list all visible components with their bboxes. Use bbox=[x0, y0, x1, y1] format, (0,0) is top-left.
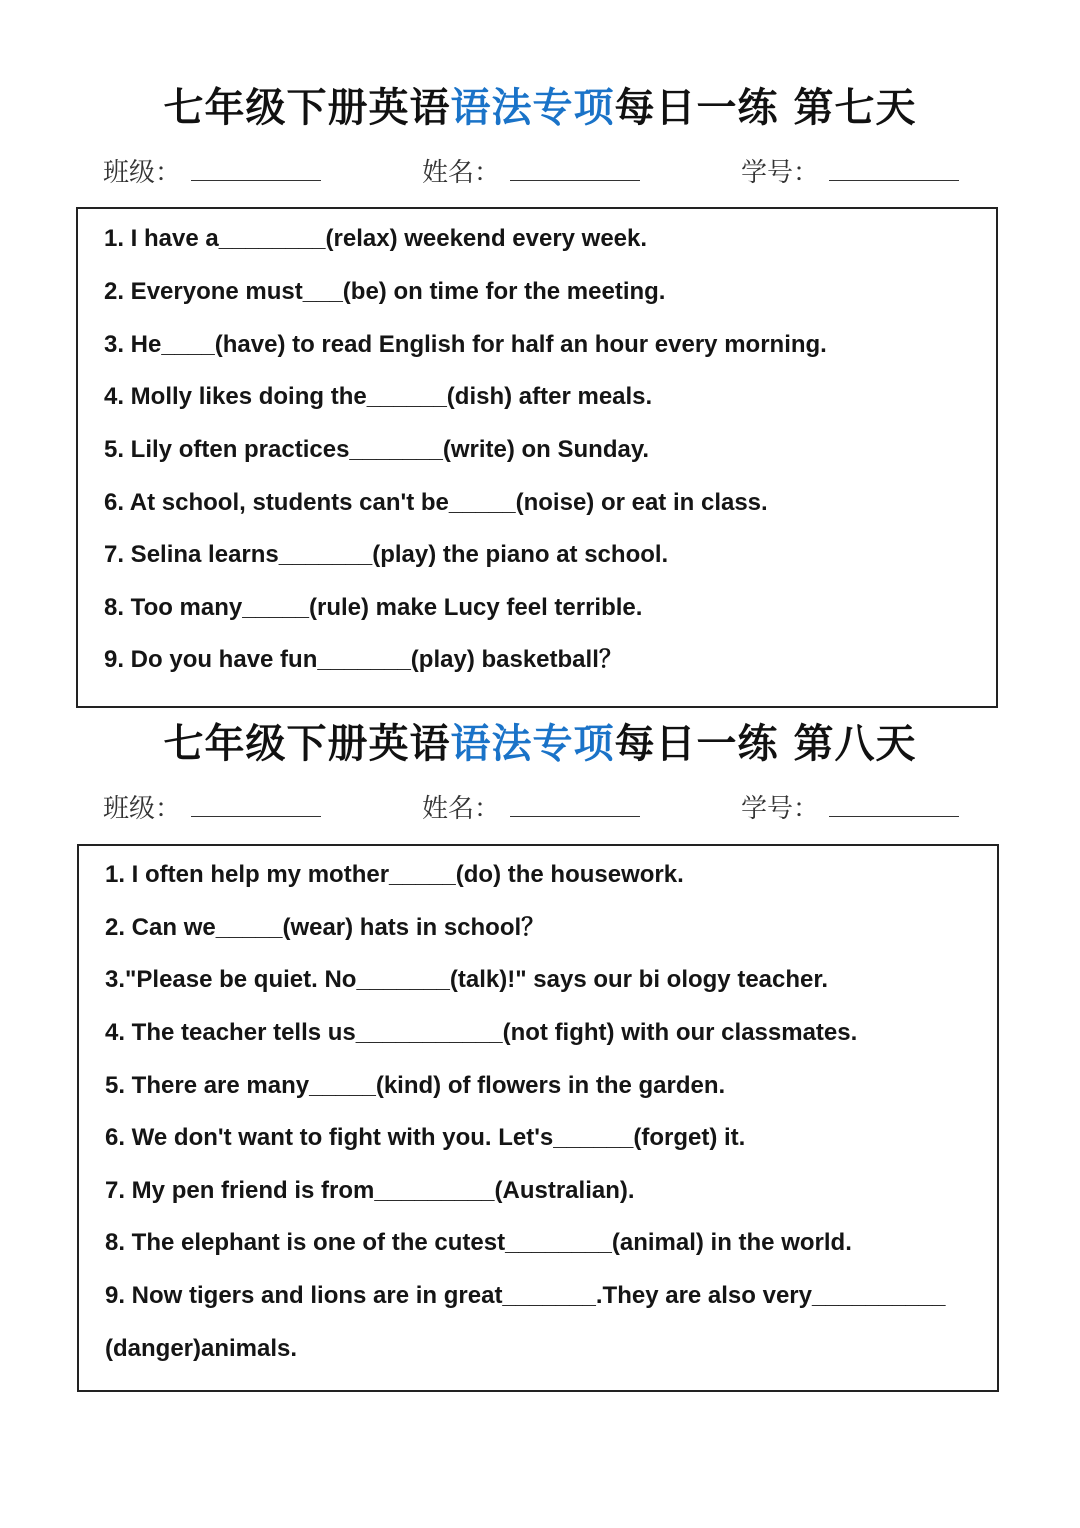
day8-question: 3."Please be quiet. No_______(talk)!" says our bi ology teacher. bbox=[105, 966, 829, 993]
day8-question: 6. We don't want to fight with you. Let's______(forget) it. bbox=[105, 1124, 746, 1151]
day8-question: 5. There are many_____(kind) of flowers in the garden. bbox=[105, 1072, 726, 1099]
day8-question: 4. The teacher tells us___________(not fight) with our classmates. bbox=[105, 1019, 858, 1046]
day8-question: 1. I often help my mother_____(do) the housework. bbox=[105, 861, 684, 888]
day7-name-field[interactable] bbox=[422, 154, 640, 191]
day7-question: 1. I have a________(relax) weekend every week. bbox=[104, 225, 648, 252]
day8-class-field[interactable] bbox=[103, 790, 321, 827]
day8-question-continuation: (danger)animals. bbox=[105, 1335, 298, 1362]
day7-question: 4. Molly likes doing the______(dish) after meals. bbox=[104, 383, 653, 410]
day7-class-field[interactable] bbox=[103, 154, 321, 191]
day8-name-field[interactable] bbox=[422, 790, 640, 827]
id-label: 学号： bbox=[741, 794, 820, 824]
day8-question: 8. The elephant is one of the cutest________(animal) in the world. bbox=[105, 1229, 852, 1256]
day8-question: 9. Now tigers and lions are in great_______.They are also very__________ bbox=[105, 1282, 946, 1309]
day8-question: 7. My pen friend is from_________(Australian). bbox=[105, 1177, 635, 1204]
day8-title bbox=[0, 720, 1080, 768]
day7-title-highlight: 语法专项 bbox=[450, 85, 615, 131]
day7-info-row bbox=[0, 154, 1080, 190]
day7-id-field[interactable] bbox=[741, 154, 959, 191]
id-label: 学号： bbox=[741, 158, 820, 188]
day8-title-part2: 每日一练 第八天 bbox=[614, 721, 917, 767]
name-label: 姓名： bbox=[422, 158, 501, 188]
id-blank[interactable] bbox=[829, 790, 959, 817]
day7-question: 6. At school, students can't be_____(noise) or eat in class. bbox=[104, 489, 768, 516]
day7-question: 2. Everyone must___(be) on time for the meeting. bbox=[104, 278, 666, 305]
day7-question-box bbox=[76, 207, 998, 708]
name-label: 姓名： bbox=[422, 794, 501, 824]
day7-title-part2: 每日一练 第七天 bbox=[614, 85, 917, 131]
day7-question: 3. He____(have) to read English for half an hour every morning. bbox=[104, 331, 827, 358]
class-label: 班级： bbox=[103, 158, 182, 188]
day7-question: 9. Do you have fun_______(play) basketball？ bbox=[104, 646, 623, 673]
day7-question: 8. Too many_____(rule) make Lucy feel terrible. bbox=[104, 594, 643, 621]
class-blank[interactable] bbox=[191, 790, 321, 817]
day8-question: 2. Can we_____(wear) hats in school？ bbox=[105, 914, 546, 941]
day7-title-part1: 七年级下册英语 bbox=[163, 85, 451, 131]
day8-info-row bbox=[0, 790, 1080, 826]
day7-question: 5. Lily often practices_______(write) on Sunday. bbox=[104, 436, 650, 463]
name-blank[interactable] bbox=[510, 154, 640, 181]
name-blank[interactable] bbox=[510, 790, 640, 817]
day8-title-part1: 七年级下册英语 bbox=[163, 721, 451, 767]
day8-id-field[interactable] bbox=[741, 790, 959, 827]
day7-question: 7. Selina learns_______(play) the piano at school. bbox=[104, 541, 669, 568]
class-label: 班级： bbox=[103, 794, 182, 824]
day8-question-box bbox=[77, 844, 999, 1392]
id-blank[interactable] bbox=[829, 154, 959, 181]
day8-title-highlight: 语法专项 bbox=[450, 721, 615, 767]
class-blank[interactable] bbox=[191, 154, 321, 181]
day7-title bbox=[0, 84, 1080, 132]
